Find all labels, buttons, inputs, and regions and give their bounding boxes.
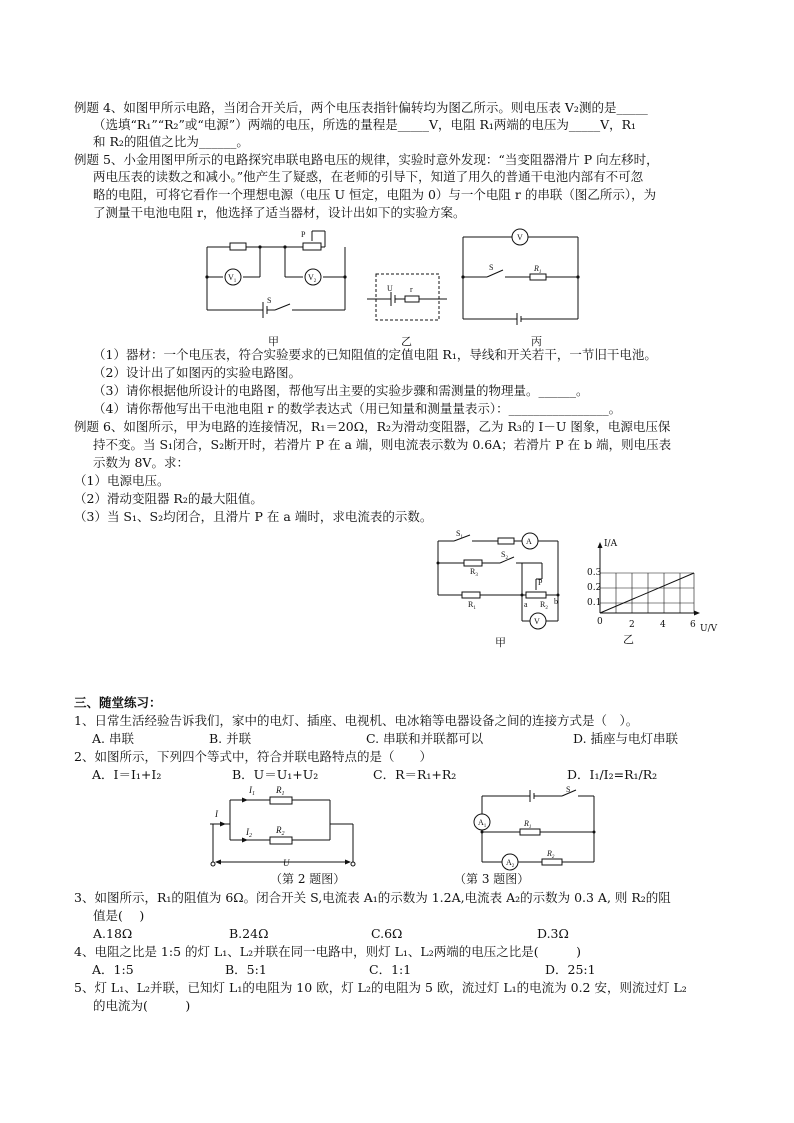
- graph-y-tick: 0.2: [587, 583, 602, 593]
- practice-q2: 2、如图所示，下列四个等式中，符合并联电路特点的是（ ）: [74, 749, 432, 764]
- svg-text:S: S: [489, 263, 494, 272]
- ex6-line-1: 例题 6、如图所示，甲为电路的连接情况，R₁＝20Ω，R₂为滑动变阻器，乙为 R₃的 I－U 图象，电源电压保: [74, 419, 671, 434]
- svg-text:S2: $S_2$: [501, 550, 508, 561]
- practice-q1: 1、日常生活经验告诉我们，家中的电灯、插座、电视机、电冰箱等电器设备之间的连接方式是（ ）。: [74, 713, 639, 728]
- q2-option: B．U＝U₁+U₂: [232, 767, 319, 782]
- ex5-line-1: 例题 5、小金用图甲所示的电路探究串联电路电压的规律，实验时意外发现：“当变阻器滑片 P 向左移时，: [74, 152, 659, 167]
- ex6-question-3: （3）当 S₁、S₂均闭合，且滑片 P 在 a 端时，求电流表的示数。: [74, 509, 433, 524]
- svg-text:U: U: [387, 284, 393, 293]
- fig3-caption: （第 3 题图）: [454, 872, 530, 886]
- ex6-circuit-jia: [430, 527, 565, 637]
- graph-y-label: I/A: [604, 539, 618, 549]
- ex5-caption-bing: 丙: [531, 335, 542, 348]
- svg-text:I: I: [215, 809, 218, 819]
- practice-heading: 三、随堂练习：: [74, 695, 162, 710]
- ex5-line-3: 略的电阻，可将它看作一个理想电源（电压 U 恒定，电阻为 0）与一个电阻 r 的串联（图乙所示），为: [93, 187, 657, 202]
- q2-option: C．R＝R₁+R₂: [373, 767, 457, 782]
- graph-x-tick: 4: [660, 620, 666, 630]
- svg-text:R3: $R_3$: [470, 567, 478, 578]
- svg-text:R2: $R_2$: [547, 849, 555, 860]
- ex5-question-4: （4）请你帮他写出干电池电阻 r 的数学表达式（用已知量和测量量表示）：________________。: [93, 401, 622, 416]
- practice-q4: 4、电阻之比是 1:5 的灯 L₁、L₂并联在同一电路中，则灯 L₁、L₂两端的电压之比是( ): [74, 944, 581, 959]
- graph-x-label: U/V: [700, 624, 718, 634]
- ex5-question-1: （1）器材：一个电压表，符合实验要求的已知阻值的定值电阻 R₁，导线和开关若干，一节旧干电池。: [93, 347, 657, 362]
- practice-q3-line-2: 值是( ): [93, 908, 145, 923]
- svg-text:R1: $R_1$: [534, 264, 542, 275]
- svg-text:A: A: [526, 537, 532, 546]
- practice-q5-line-2: 的电流为( ): [93, 998, 191, 1013]
- svg-text:b: b: [554, 597, 558, 606]
- ex5-question-3: （3）请你根据他所设计的电路图，帮他写出主要的实验步骤和需测量的物理量。______。: [93, 383, 589, 398]
- graph-x-tick: 6: [690, 620, 696, 630]
- svg-text:V: V: [517, 233, 523, 242]
- svg-text:r: r: [410, 285, 413, 294]
- q1-option: D. 插座与电灯串联: [573, 731, 679, 746]
- ex5-circuit-figures: [195, 222, 665, 347]
- svg-text:V1: $V_1$: [228, 273, 237, 284]
- q4-option: A．1:5: [92, 962, 134, 977]
- ex6-caption-jia: 甲: [495, 636, 506, 649]
- q2-parallel-figure: [205, 782, 365, 872]
- svg-text:R1: $R_1$: [468, 600, 476, 611]
- svg-text:R1: $R_1$: [524, 819, 532, 830]
- svg-text:A2: $A_2$: [506, 858, 515, 869]
- svg-text:U: U: [283, 858, 290, 868]
- ex4-line-3: 和 R₂的阻值之比为______。: [93, 134, 249, 149]
- graph-y-tick: 0.3: [587, 568, 602, 578]
- q3-option: C.6Ω: [371, 926, 403, 941]
- practice-q3-line-1: 3、如图所示，R₁的阻值为 6Ω。闭合开关 S,电流表 A₁的示数为 1.2A,电流表 A₂的示数为 0.3 A, 则 R₂的阻: [74, 890, 671, 905]
- q1-option: B. 并联: [209, 731, 252, 746]
- svg-text:S: S: [267, 296, 272, 305]
- fig2-caption: （第 2 题图）: [270, 872, 346, 886]
- svg-text:S1: $S_1$: [456, 529, 463, 540]
- q1-option: C. 串联和并联都可以: [366, 731, 484, 746]
- svg-text:R1: $R_1$: [276, 785, 285, 797]
- ex5-caption-jia: 甲: [268, 335, 279, 348]
- ex6-caption-yi: 乙: [623, 633, 634, 646]
- q2-option: A．I＝I₁+I₂: [92, 767, 162, 782]
- svg-text:V: V: [534, 617, 540, 626]
- graph-y-tick: 0.1: [587, 598, 602, 608]
- q3-option: B.24Ω: [229, 926, 269, 941]
- ex5-line-4: 了测量干电池电阻 r，他选择了适当器材，设计出如下的实验方案。: [93, 205, 466, 220]
- svg-text:A1: $A_1$: [478, 818, 487, 829]
- ex5-question-2: （2）设计出了如图丙的实验电路图。: [93, 365, 301, 380]
- q2-option: D．I₁/I₂=R₁/R₂: [567, 767, 658, 782]
- ex5-line-2: 两电压表的读数之和减小。”他产生了疑惑，在老师的引导下，知道了用久的普通干电池内部有不可忽: [93, 169, 644, 184]
- q4-option: B．5:1: [225, 962, 267, 977]
- svg-text:S: S: [566, 786, 571, 794]
- ex5-caption-yi: 乙: [401, 335, 412, 348]
- svg-text:P: P: [301, 230, 306, 239]
- svg-text:R2: $R_2$: [276, 825, 285, 837]
- q3-circuit-figure: [470, 786, 605, 871]
- ex6-line-2: 持不变。当 S₁闭合，S₂断开时，若滑片 P 在 a 端，则电流表示数为 0.6A；若滑片 P 在 b 端，则电压表: [93, 437, 672, 452]
- practice-q5-line-1: 5、灯 L₁、L₂并联，已知灯 L₁的电阻为 10 欧，灯 L₂的电阻为 5 欧，流过灯 L₁的电流为 0.2 安，则流过灯 L₂: [74, 980, 687, 995]
- svg-text:P: P: [538, 578, 543, 587]
- q3-option: D.3Ω: [537, 926, 569, 941]
- svg-text:V2: $V_2$: [308, 273, 317, 284]
- graph-x-tick: 2: [629, 620, 635, 630]
- q1-option: A. 串联: [92, 731, 134, 746]
- ex6-question-2: （2）滑动变阻器 R₂的最大阻值。: [74, 491, 263, 506]
- q4-option: C．1:1: [369, 962, 412, 977]
- svg-text:R2: $R_2$: [540, 600, 548, 611]
- ex6-question-1: （1）电源电压。: [74, 473, 170, 488]
- ex4-line-1: 例题 4、如图甲所示电路，当闭合开关后，两个电压表指针偏转均为图乙所示。则电压表 V₂测的是_____: [74, 100, 648, 115]
- svg-text:I1: $I_1$: [249, 785, 255, 797]
- q3-option: A.18Ω: [93, 926, 133, 941]
- ex6-line-3: 示数为 8V。求：: [93, 455, 189, 470]
- ex4-line-2: （选填“R₁”“R₂”或“电源”）两端的电压，所选的量程是_____V，电阻 R₁两端的电压为_____V，R₁: [93, 117, 637, 132]
- svg-text:a: a: [524, 600, 528, 609]
- svg-text:I2: $I_2$: [246, 827, 252, 839]
- q4-option: D．25:1: [545, 962, 596, 977]
- graph-x-tick: 0: [597, 617, 603, 627]
